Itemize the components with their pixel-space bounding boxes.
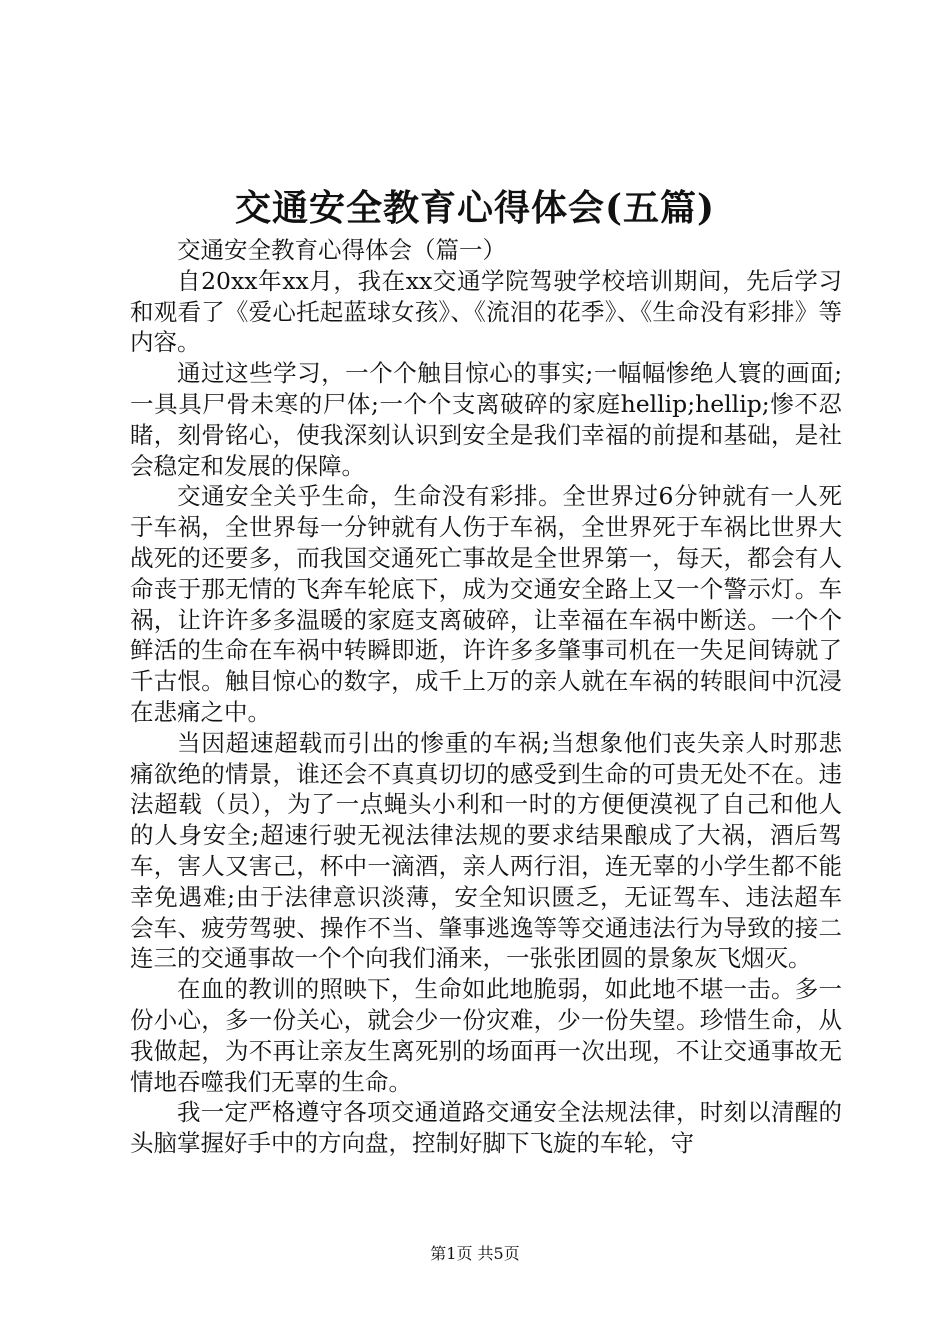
page-footer: 第1页 共5页 [430, 1244, 520, 1263]
paragraph-1: 自20xx年xx月，我在xx交通学院驾驶学校培训期间，先后学习和观看了《爱心托起蓝球女孩》、《流泪的花季》、《生命没有彩排》等内容。 [130, 266, 842, 357]
paragraph-5: 在血的教训的照映下，生命如此地脆弱，如此地不堪一击。多一份小心，多一份关心，就会少一份灾难，少一份失望。珍惜生命，从我做起，为不再让亲友生离死别的场面再一次出现，不让交通事故无情地吞噬我们无辜的生命。 [130, 975, 842, 1096]
paragraph-2: 通过这些学习，一个个触目惊心的事实;一幅幅惨绝人寰的画面;一具具尸骨未寒的尸体;一个个支离破碎的家庭hellip;hellip;惨不忍睹，刻骨铭心，使我深刻认识到安全是我们幸福的前提和基础，是社会稳定和发展的保障。 [130, 359, 842, 480]
document-body [130, 235, 842, 1159]
document-title: 交通安全教育心得体会(五篇) [234, 187, 716, 229]
paragraph-4: 当因超速超载而引出的惨重的车祸;当想象他们丧失亲人时那悲痛欲绝的情景，谁还会不真真切切的感受到生命的可贵无处不在。违法超载（员），为了一点蝇头小利和一时的方便便漠视了自己和他人的人身安全;超速行驶无视法律法规的要求结果酿成了大祸，酒后驾车，害人又害己，杯中一滴酒，亲人两行泪，连无辜的小学生都不能幸免遇难;由于法律意识淡薄，安全知识匮乏，无证驾车、违法超车会车、疲劳驾驶、操作不当、肇事逃逸等等交通违法行为导致的接二连三的交通事故一个个向我们涌来，一张张团圆的景象灰飞烟灭。 [130, 728, 842, 973]
section-subheading: 交通安全教育心得体会（篇一） [177, 236, 506, 264]
paragraph-3: 交通安全关乎生命，生命没有彩排。全世界过6分钟就有一人死于车祸，全世界每一分钟就有人伤于车祸，全世界死于车祸比世界大战死的还要多，而我国交通死亡事故是全世界第一，每天，都会有人命丧于那无情的飞奔车轮底下，成为交通安全路上又一个警示灯。车祸，让许许多多温暖的家庭支离破碎，让幸福在车祸中断送。一个个鲜活的生命在车祸中转瞬即逝，许许多多肇事司机在一失足间铸就了千古恨。触目惊心的数字，成千上万的亲人就在车祸的转眼间中沉浸在悲痛之中。 [130, 482, 842, 726]
paragraph-6: 我一定严格遵守各项交通道路交通安全法规法律，时刻以清醒的头脑掌握好手中的方向盘，控制好脚下飞旋的车轮，守 [130, 1098, 842, 1158]
